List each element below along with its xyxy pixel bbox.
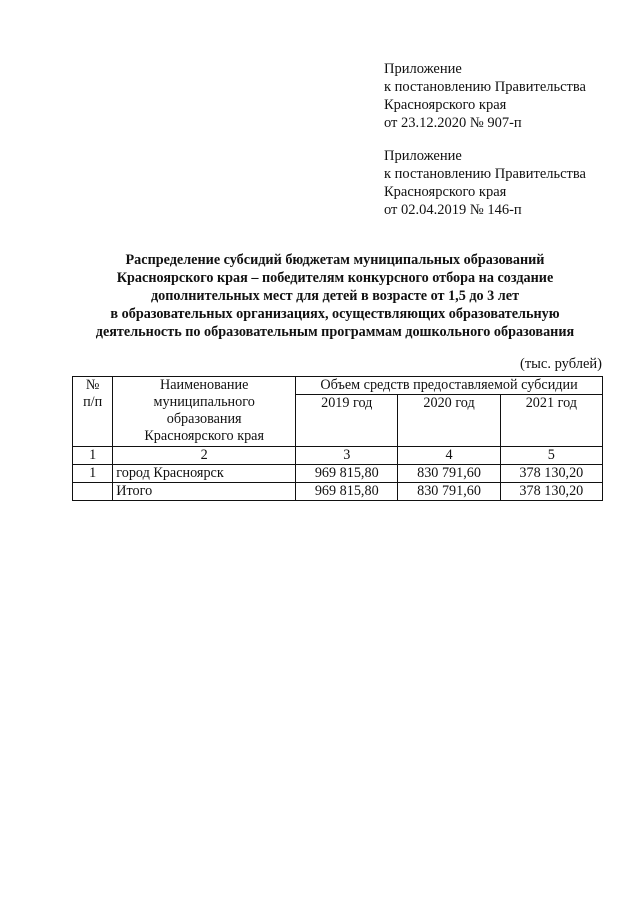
column-number: 5 bbox=[500, 447, 602, 465]
header-subsidy-volume: Объем средств предоставляемой субсидии bbox=[296, 377, 603, 395]
header-text: муниципального bbox=[153, 394, 255, 410]
total-value-2021: 378 130,20 bbox=[500, 483, 602, 501]
column-number: 3 bbox=[296, 447, 398, 465]
column-number: 2 bbox=[113, 447, 296, 465]
row-number: 1 bbox=[73, 465, 113, 483]
document-title bbox=[60, 251, 610, 341]
row-municipality: город Красноярск bbox=[113, 465, 296, 483]
attachment-line: к постановлению Правительства bbox=[384, 79, 586, 95]
header-year-2020: 2020 год bbox=[398, 395, 500, 447]
units-label: (тыс. рублей) bbox=[520, 356, 602, 372]
header-text: № bbox=[85, 377, 100, 393]
header-text: Красноярского края bbox=[144, 428, 265, 444]
attachment-line: от 23.12.2020 № 907-п bbox=[384, 115, 522, 131]
attachment-line: Красноярского края bbox=[384, 184, 507, 200]
title-line: в образовательных организациях, осуществляющих образовательную bbox=[110, 306, 560, 322]
attachment-line: Красноярского края bbox=[384, 97, 507, 113]
header-municipality bbox=[113, 377, 296, 447]
total-number bbox=[73, 483, 113, 501]
total-label: Итого bbox=[113, 483, 296, 501]
header-text: образования bbox=[166, 411, 242, 427]
header-year-2019: 2019 год bbox=[296, 395, 398, 447]
total-value-2020: 830 791,60 bbox=[398, 483, 500, 501]
row-value-2019: 969 815,80 bbox=[296, 465, 398, 483]
header-number bbox=[73, 377, 113, 447]
attachment-line: Приложение bbox=[384, 61, 462, 77]
header-year-2021: 2021 год bbox=[500, 395, 602, 447]
title-line: Красноярского края – победителям конкурсного отбора на создание bbox=[116, 270, 554, 286]
title-line: дополнительных мест для детей в возрасте от 1,5 до 3 лет bbox=[150, 288, 520, 304]
title-line: деятельность по образовательным программам дошкольного образования bbox=[95, 324, 575, 340]
column-number: 1 bbox=[73, 447, 113, 465]
header-text: п/п bbox=[83, 394, 103, 410]
row-value-2020: 830 791,60 bbox=[398, 465, 500, 483]
column-number: 4 bbox=[398, 447, 500, 465]
attachment-line: к постановлению Правительства bbox=[384, 166, 586, 182]
title-line: Распределение субсидий бюджетам муниципальных образований bbox=[125, 252, 545, 268]
table-row bbox=[73, 465, 603, 483]
subsidy-table bbox=[72, 376, 603, 501]
row-value-2021: 378 130,20 bbox=[500, 465, 602, 483]
attachment-note-2020 bbox=[384, 60, 586, 132]
attachment-line: от 02.04.2019 № 146-п bbox=[384, 202, 522, 218]
total-row bbox=[73, 483, 603, 501]
attachment-note-2019 bbox=[384, 147, 586, 219]
total-value-2019: 969 815,80 bbox=[296, 483, 398, 501]
header-text: Наименование bbox=[159, 377, 249, 393]
column-number-row bbox=[73, 447, 603, 465]
attachment-line: Приложение bbox=[384, 148, 462, 164]
table-header-row bbox=[73, 377, 603, 395]
